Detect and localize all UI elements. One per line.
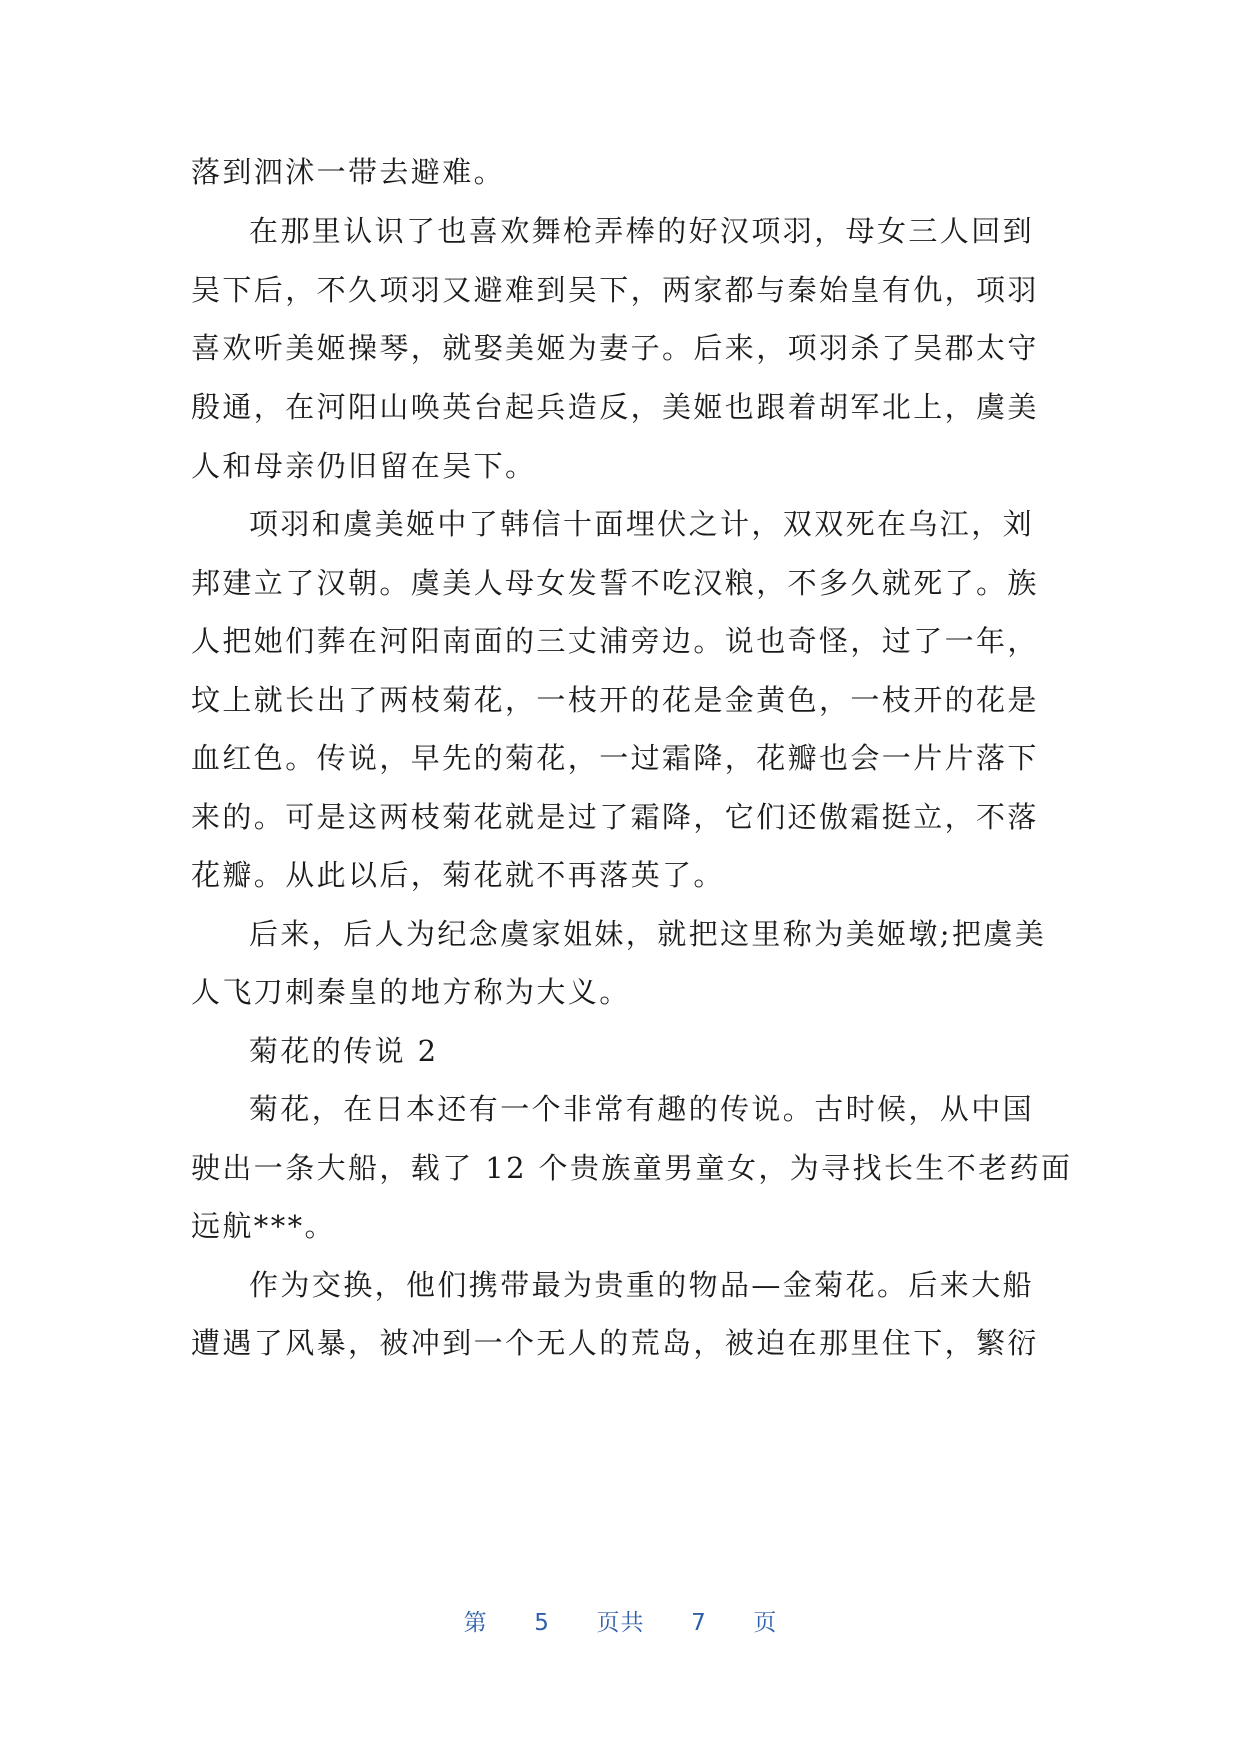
text-line: 驶出一条大船，载了 12 个贵族童男童女，为寻找长生不老药面 — [191, 1151, 1073, 1185]
footer-middle: 页共 — [596, 1610, 645, 1636]
footer-suffix: 页 — [753, 1610, 778, 1636]
total-pages-number: 7 — [691, 1610, 707, 1636]
text-line: 在那里认识了也喜欢舞枪弄棒的好汉项羽，母女三人回到 — [249, 214, 1035, 248]
section-heading: 菊花的传说 2 — [249, 1034, 439, 1068]
text-line: 来的。可是这两枝菊花就是过了霜降，它们还傲霜挺立，不落 — [191, 800, 1039, 834]
text-line: 项羽和虞美姬中了韩信十面埋伏之计，双双死在乌江，刘 — [249, 507, 1035, 541]
current-page-number: 5 — [534, 1610, 550, 1636]
text-line: 坟上就长出了两枝菊花，一枝开的花是金黄色，一枝开的花是 — [191, 683, 1039, 717]
footer-prefix: 第 — [463, 1610, 488, 1636]
text-line: 喜欢听美姬操琴，就娶美姬为妻子。后来，项羽杀了吴郡太守 — [191, 331, 1039, 365]
text-line: 殷通，在河阳山唤英台起兵造反，美姬也跟着胡军北上，虞美 — [191, 390, 1039, 424]
text-line: 菊花，在日本还有一个非常有趣的传说。古时候，从中国 — [249, 1092, 1035, 1126]
text-line: 吴下后，不久项羽又避难到吴下，两家都与秦始皇有仇，项羽 — [191, 273, 1039, 307]
text-line: 作为交换，他们携带最为贵重的物品—金菊花。后来大船 — [249, 1268, 1035, 1302]
text-line: 遭遇了风暴，被冲到一个无人的荒岛，被迫在那里住下，繁衍 — [191, 1326, 1039, 1360]
text-line: 后来，后人为纪念虞家姐妹，就把这里称为美姬墩;把虞美 — [249, 917, 1047, 951]
text-line: 花瓣。从此以后，菊花就不再落英了。 — [191, 858, 725, 892]
text-line: 远航***。 — [191, 1209, 336, 1243]
text-line: 落到泗沭一带去避难。 — [191, 155, 506, 189]
text-line: 邦建立了汉朝。虞美人母女发誓不吃汉粮，不多久就死了。族 — [191, 566, 1039, 600]
text-line: 人把她们葬在河阳南面的三丈浦旁边。说也奇怪，过了一年， — [191, 624, 1039, 658]
page-footer — [0, 1604, 1241, 1637]
text-line: 人飞刀刺秦皇的地方称为大义。 — [191, 975, 631, 1009]
text-line: 血红色。传说，早先的菊花，一过霜降，花瓣也会一片片落下 — [191, 741, 1039, 775]
text-line: 人和母亲仍旧留在吴下。 — [191, 449, 537, 483]
